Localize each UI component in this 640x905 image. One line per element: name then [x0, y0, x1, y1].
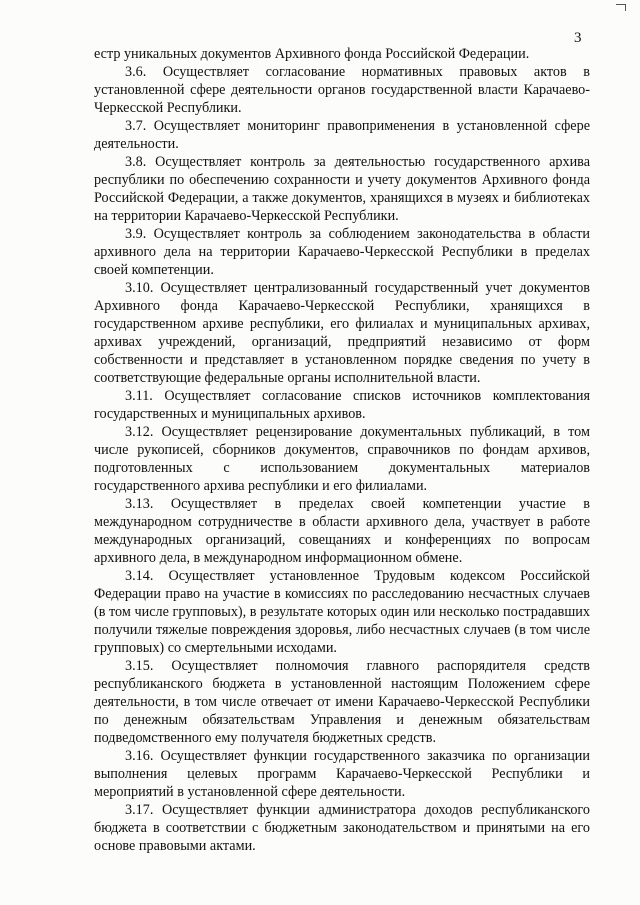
paragraph-3-9: 3.9. Осуществляет контроль за соблюдением законодательства в области архивного дела на территории Карачаево-Черкесской Республики в пределах своей компетенции.	[94, 226, 590, 278]
paragraph-3-10: 3.10. Осуществляет централизованный государственный учет документов Архивного фонда Карачаево-Черкесской Республики, хранящихся в государственном архиве республики, его филиалах и муниципальных архивах, архивах учреждений, организаций, предприятий независимо от форм собственности и представляет в установленном порядке сведения по учету в соответствующие федеральные органы исполнительной власти.	[94, 280, 590, 386]
paragraph-continuation: естр уникальных документов Архивного фонда Российской Федерации.	[94, 46, 530, 62]
paragraph-3-13: 3.13. Осуществляет в пределах своей компетенции участие в международном сотрудничестве в области архивного дела, участвует в работе международных организаций, совещаниях и конференциях по вопросам архивного дела, в международном информационном обмене.	[94, 496, 590, 566]
corner-mark	[616, 4, 626, 11]
paragraph-3-17: 3.17. Осуществляет функции администратора доходов республиканского бюджета в соответствии с бюджетным законодательством и принятыми на его основе правовыми актами.	[94, 802, 590, 854]
paragraph-3-11: 3.11. Осуществляет согласование списков источников комплектования государственных и муниципальных архивов.	[94, 388, 590, 422]
paragraph-3-12: 3.12. Осуществляет рецензирование документальных публикаций, в том числе рукописей, сборников документов, справочников по фондам архивов, подготовленных с использованием документальных материалов государственного архива республики и его филиалами.	[94, 424, 590, 494]
page-number: 3	[574, 30, 582, 46]
paragraph-3-16: 3.16. Осуществляет функции государственного заказчика по организации выполнения целевых программ Карачаево-Черкесской Республики и мероприятий в установленной сфере деятельности.	[94, 748, 590, 800]
paragraph-3-8: 3.8. Осуществляет контроль за деятельностью государственного архива республики по обеспечению сохранности и учету документов Архивного фонда Российской Федерации, а также документов, хранящихся в музеях и библиотеках на территории Карачаево-Черкесской Республики.	[94, 154, 590, 224]
paragraph-3-7: 3.7. Осуществляет мониторинг правоприменения в установленной сфере деятельности.	[94, 118, 590, 152]
paragraph-3-15: 3.15. Осуществляет полномочия главного распорядителя средств республиканского бюджета в установленной настоящим Положением сфере деятельности, в том числе отвечает от имени Карачаево-Черкесской Республики по денежным обязательствам Управления и денежным обязательствам подведомственного ему получателя бюджетных средств.	[94, 658, 590, 746]
document-body	[94, 45, 590, 855]
paragraph-3-6: 3.6. Осуществляет согласование нормативных правовых актов в установленной сфере деятельности органов государственной власти Карачаево-Черкесской Республики.	[94, 64, 590, 116]
paragraph-3-14: 3.14. Осуществляет установленное Трудовым кодексом Российской Федерации право на участие в комиссиях по расследованию несчастных случаев (в том числе групповых), в результате которых один или несколько пострадавших получили тяжелые повреждения здоровья, либо несчастных случаев (в том числе групповых) со смертельными исходами.	[94, 568, 590, 656]
